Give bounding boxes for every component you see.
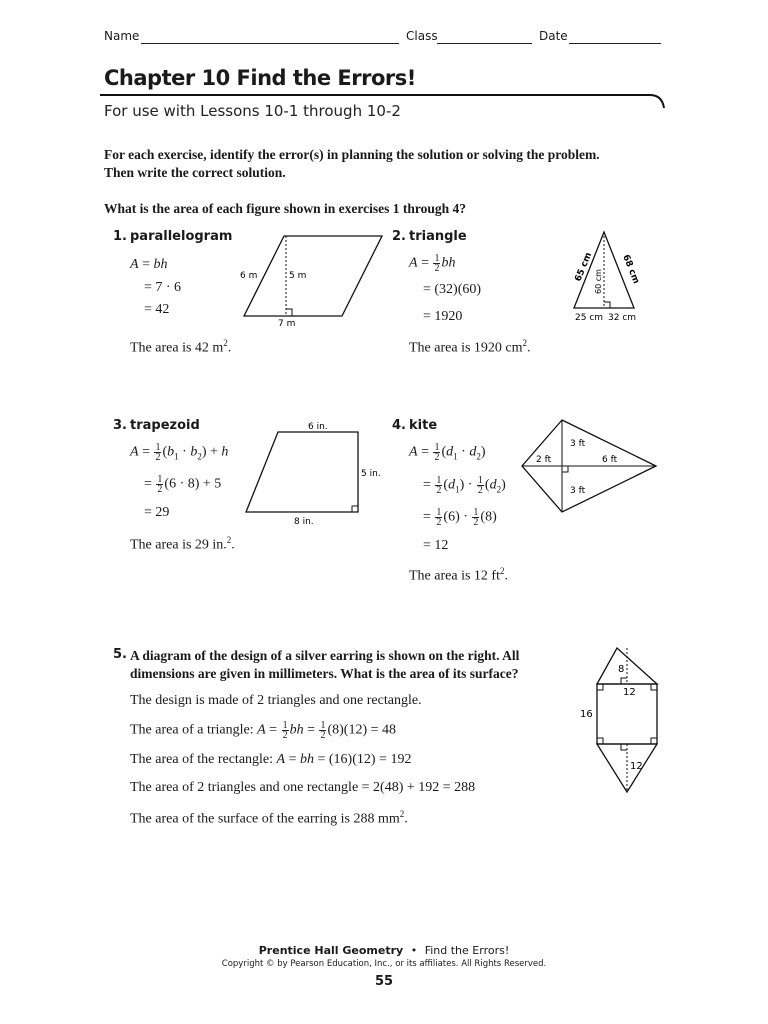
base-left-label: 25 cm (575, 313, 604, 323)
exercise-title: triangle (409, 229, 467, 244)
left-label: 2 ft (536, 455, 552, 465)
name-line[interactable] (141, 43, 399, 44)
work-line: = 12 (423, 538, 449, 553)
exercise-number: 2. (392, 229, 406, 244)
right-side-label: 68 cm (620, 253, 641, 286)
page-title: Chapter 10 Find the Errors! (104, 66, 416, 90)
page-number: 55 (374, 974, 394, 989)
work-line: = 29 (144, 505, 170, 520)
height-label: 5 m (289, 271, 307, 281)
right-label: 5 in. (361, 469, 381, 479)
answer-line: The area is 1920 $cm^2$. (409, 338, 531, 356)
work-line: = 42 (144, 302, 170, 317)
answer-line: The area of the surface of the earring is 288 $mm^2$. (130, 809, 408, 827)
class-label: Class (406, 29, 438, 43)
trapezoid-figure (236, 418, 386, 530)
work-line: = (32)(60) (423, 282, 482, 297)
base-right-label: 32 cm (608, 313, 637, 323)
instructions: For each exercise, identify the error(s) in planning the solution or solving the problem. Then write the correct solution. (104, 147, 600, 180)
exercise-number: 4. (392, 418, 406, 433)
footer-bullet: • (410, 944, 418, 957)
height-label: 60 cm (594, 269, 603, 294)
earring-figure (578, 642, 668, 800)
work-line: = $\frac{1}{2}$ (6 · 8) + 5 (144, 474, 222, 495)
name-label: Name (104, 29, 140, 43)
formula-line: A = bh (130, 257, 168, 272)
triangle-figure (560, 226, 650, 326)
side-label: 6 m (240, 271, 258, 281)
exercise-title: parallelogram (130, 229, 233, 244)
side-label: 16 (580, 709, 593, 720)
date-line[interactable] (569, 43, 661, 44)
parallelogram-figure (236, 228, 386, 332)
kite-figure (516, 416, 662, 516)
exercise-number: 5. (113, 647, 127, 662)
top-label: 3 ft (570, 439, 586, 449)
top-height-label: 8 (618, 664, 625, 675)
question: What is the area of each figure shown in exercises 1 through 4? (104, 201, 466, 216)
formula-line: A = $\frac{1}{2}$ $(d_1 \cdot d_2)$ (409, 442, 486, 463)
work-line: = $\frac{1}{2}$ $(d_1)$ · $\frac{1}{2}$ $(d_2)$ (423, 475, 506, 496)
answer-line: The area is 12 $ft^2$. (409, 566, 508, 584)
footer-book-title: Prentice Hall Geometry (258, 944, 404, 957)
work-line: = 7 · 6 (144, 280, 182, 295)
top-label: 6 in. (308, 422, 328, 432)
right-label: 6 ft (602, 455, 618, 465)
work-line: The area of 2 triangles and one rectangle = 2(48) + 192 = 288 (130, 780, 476, 795)
exercise-number: 1. (113, 229, 127, 244)
exercise-number: 3. (113, 418, 127, 433)
answer-line: The area is 42 $m^2$. (130, 338, 232, 356)
class-line[interactable] (437, 43, 532, 44)
work-line: The design is made of 2 triangles and one rectangle. (130, 693, 422, 708)
work-line: The area of a triangle: A = $\frac{1}{2}$ bh = $\frac{1}{2}$ (8)(12) = 48 (130, 720, 397, 741)
footer-copyright: Copyright © by Pearson Education, Inc., or its affiliates. All Rights Reserved. (221, 959, 547, 969)
exercise-title: trapezoid (130, 418, 200, 433)
exercise-title: kite (409, 418, 438, 433)
footer-book (0, 944, 768, 957)
base-label: 7 m (278, 319, 296, 329)
bottom-label: 8 in. (294, 517, 314, 527)
footer-section: Find the Errors! (424, 944, 510, 957)
top-width-label: 12 (623, 687, 636, 698)
formula-line: A = $\frac{1}{2}$ bh (409, 253, 456, 274)
work-line: The area of the rectangle: A = bh = (16)(12) = 192 (130, 752, 412, 767)
bottom-label: 3 ft (570, 486, 586, 496)
work-line: = 1920 (423, 309, 463, 324)
title-rule (100, 94, 670, 114)
left-side-label: 65 cm (573, 251, 595, 284)
formula-line: A = $\frac{1}{2}$ $(b_1 \cdot b_2) + h$ (130, 442, 229, 463)
answer-line: The area is 29 in.$^2$. (130, 535, 235, 553)
exercise-prompt: A diagram of the design of a silver earring is shown on the right. All dimensions are given in millimeters. What is the area of its surface? (130, 648, 520, 681)
page-subtitle: For use with Lessons 10-1 through 10-2 (104, 102, 401, 120)
bottom-height-label: 12 (630, 761, 643, 772)
work-line: = $\frac{1}{2}$ (6) · $\frac{1}{2}$ (8) (423, 507, 497, 528)
date-label: Date (539, 29, 568, 43)
